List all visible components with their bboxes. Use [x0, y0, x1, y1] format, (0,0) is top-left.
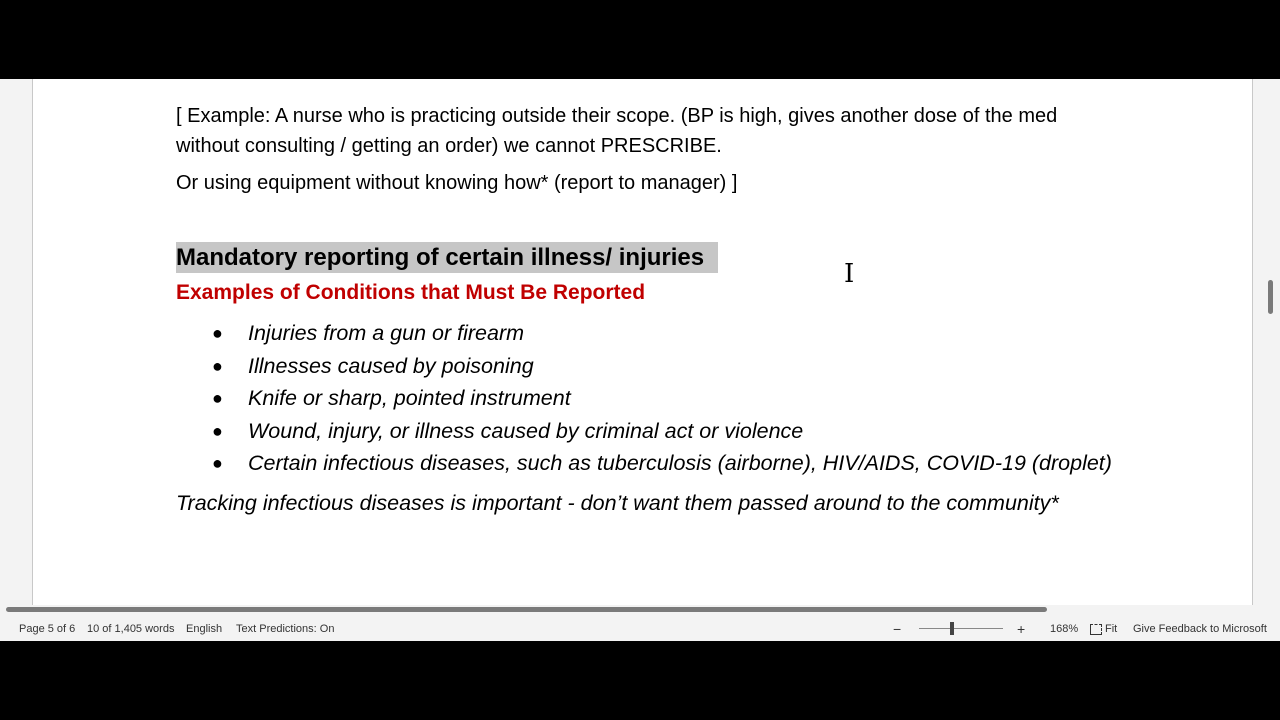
vertical-scrollbar-thumb[interactable] — [1268, 280, 1273, 314]
text-predictions-indicator[interactable]: Text Predictions: On — [236, 623, 335, 635]
vertical-scrollbar[interactable] — [1262, 79, 1280, 605]
page-number-indicator[interactable]: Page 5 of 6 — [19, 623, 76, 635]
list-item — [176, 415, 1116, 448]
page-content[interactable] — [176, 101, 1116, 520]
list-item — [176, 382, 1116, 415]
list-item-text: Certain infectious diseases, such as tuberculosis (airborne), HIV/AIDS, COVID-19 (droplet) — [248, 451, 1112, 476]
closing-paragraph: Tracking infectious diseases is important - don’t want them passed around to the community* — [176, 490, 1059, 515]
example-paragraph: [ Example: A nurse who is practicing outside their scope. (BP is high, gives another dose of the med without consulting / getting an order) we cannot PRESCRIBE. — [176, 105, 1058, 157]
bullet-icon: ● — [212, 420, 223, 441]
list-item-text: Injuries from a gun or firearm — [248, 321, 525, 345]
bullet-icon: ● — [212, 388, 223, 409]
bullet-icon: ● — [212, 323, 223, 343]
bullet-icon: ● — [212, 355, 223, 376]
conditions-list — [176, 317, 1116, 480]
zoom-level-button[interactable]: 168% — [1050, 623, 1079, 635]
section-subheading: Examples of Conditions that Must Be Reported — [176, 281, 646, 304]
word-app-window — [0, 79, 1280, 641]
list-item-text: Wound, injury, or illness caused by criminal act or violence — [248, 418, 804, 443]
horizontal-scrollbar-thumb[interactable] — [6, 607, 1047, 612]
bullet-icon: ● — [212, 453, 223, 474]
list-item — [176, 350, 1116, 383]
equipment-paragraph: Or using equipment without knowing how* (report to manager) ] — [176, 172, 738, 194]
zoom-out-button[interactable]: − — [893, 621, 902, 637]
list-item — [176, 317, 1116, 350]
zoom-in-button[interactable]: + — [1017, 621, 1026, 637]
letterbox-bottom — [0, 641, 1280, 720]
status-bar — [0, 615, 1280, 641]
list-item — [176, 447, 1116, 480]
fit-button[interactable]: Fit — [1105, 623, 1118, 635]
horizontal-scrollbar[interactable] — [0, 605, 1280, 615]
document-area[interactable] — [0, 79, 1280, 605]
word-count-indicator[interactable]: 10 of 1,405 words — [87, 623, 175, 635]
list-item-text: Knife or sharp, pointed instrument — [248, 386, 571, 411]
letterbox-top — [0, 0, 1280, 79]
zoom-slider[interactable] — [919, 628, 1003, 629]
zoom-slider-thumb[interactable] — [950, 622, 954, 635]
feedback-button[interactable]: Give Feedback to Microsoft — [1133, 623, 1267, 635]
heading-selection-highlight — [176, 242, 718, 273]
language-indicator[interactable]: English — [186, 623, 223, 635]
fit-icon[interactable] — [1090, 624, 1102, 635]
text-cursor-icon: I — [844, 259, 855, 289]
section-heading: Mandatory reporting of certain illness/ injuries — [176, 244, 705, 271]
list-item-text: Illnesses caused by poisoning — [248, 353, 534, 378]
document-page[interactable] — [32, 79, 1253, 605]
